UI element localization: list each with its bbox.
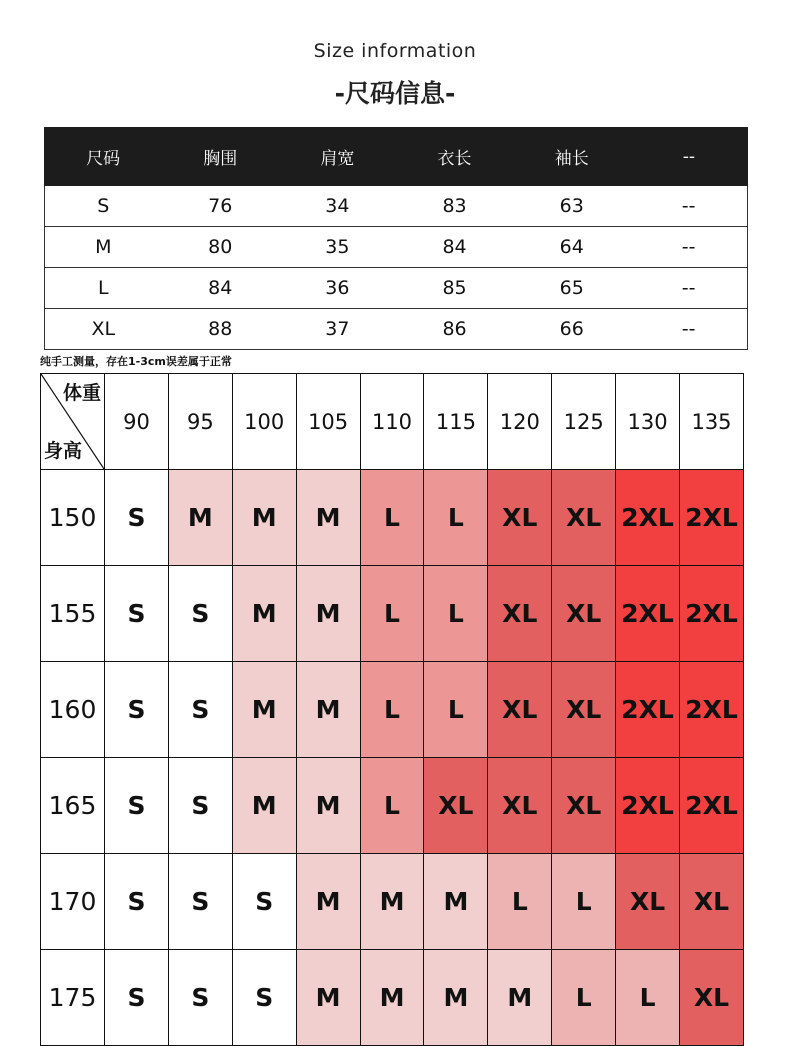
size-recommendation-cell: 2XL <box>616 470 680 566</box>
size-recommendation-cell: S <box>105 758 169 854</box>
size-recommendation-cell: M <box>360 854 424 950</box>
height-row <box>41 854 744 950</box>
size-recommendation-cell: M <box>232 758 296 854</box>
size-cell: 37 <box>279 309 396 350</box>
weight-header: 120 <box>488 374 552 470</box>
size-recommendation-cell: M <box>360 950 424 1046</box>
size-recommendation-cell: M <box>232 470 296 566</box>
size-cell: 65 <box>513 268 630 309</box>
size-recommendation-cell: XL <box>552 758 616 854</box>
weight-header: 130 <box>616 374 680 470</box>
grid-corner-cell <box>41 374 105 470</box>
height-row <box>41 566 744 662</box>
size-recommendation-cell: S <box>168 566 232 662</box>
height-label: 175 <box>41 950 105 1046</box>
size-recommendation-cell: 2XL <box>680 758 744 854</box>
size-recommendation-cell: L <box>424 470 488 566</box>
height-label: 165 <box>41 758 105 854</box>
size-cell: -- <box>630 309 747 350</box>
size-recommendation-cell: XL <box>488 662 552 758</box>
height-label: 160 <box>41 662 105 758</box>
size-table-row <box>45 227 748 268</box>
size-recommendation-cell: M <box>168 470 232 566</box>
size-cell: 88 <box>162 309 279 350</box>
size-recommendation-cell: M <box>296 470 360 566</box>
size-recommendation-cell: 2XL <box>680 566 744 662</box>
size-cell: 76 <box>162 186 279 227</box>
chinese-title: -尺码信息- <box>334 79 456 108</box>
size-recommendation-cell: L <box>424 566 488 662</box>
weight-header-row <box>41 374 744 470</box>
size-recommendation-cell: M <box>296 950 360 1046</box>
size-recommendation-cell: M <box>296 854 360 950</box>
size-recommendation-cell: XL <box>488 566 552 662</box>
size-cell: 36 <box>279 268 396 309</box>
size-recommendation-cell: L <box>488 854 552 950</box>
size-cell: -- <box>630 227 747 268</box>
height-row <box>41 662 744 758</box>
size-cell: 80 <box>162 227 279 268</box>
size-recommendation-cell: M <box>232 566 296 662</box>
height-label: 170 <box>41 854 105 950</box>
height-label: 155 <box>41 566 105 662</box>
weight-header: 115 <box>424 374 488 470</box>
size-recommendation-cell: S <box>168 854 232 950</box>
size-recommendation-cell: S <box>168 950 232 1046</box>
size-cell: 34 <box>279 186 396 227</box>
weight-header: 100 <box>232 374 296 470</box>
size-col-header: -- <box>630 128 747 186</box>
size-recommendation-cell: L <box>552 854 616 950</box>
size-recommendation-cell: 2XL <box>680 662 744 758</box>
size-recommendation-cell: S <box>105 950 169 1046</box>
height-row <box>41 950 744 1046</box>
size-table-row <box>45 309 748 350</box>
size-recommendation-cell: L <box>360 662 424 758</box>
weight-header: 95 <box>168 374 232 470</box>
size-recommendation-cell: XL <box>552 662 616 758</box>
weight-header: 125 <box>552 374 616 470</box>
size-cell: 83 <box>396 186 513 227</box>
size-recommendation-cell: L <box>552 950 616 1046</box>
size-measurement-table <box>44 127 748 350</box>
size-recommendation-cell: S <box>105 566 169 662</box>
size-cell: 84 <box>162 268 279 309</box>
size-recommendation-cell: XL <box>552 566 616 662</box>
size-recommendation-cell: M <box>232 662 296 758</box>
size-recommendation-cell: M <box>296 566 360 662</box>
size-recommendation-cell: L <box>424 662 488 758</box>
size-cell: 64 <box>513 227 630 268</box>
size-recommendation-cell: S <box>168 758 232 854</box>
size-cell: -- <box>630 186 747 227</box>
size-recommendation-cell: XL <box>616 854 680 950</box>
measurement-note: 纯手工测量，存在1-3cm误差属于正常 <box>40 355 232 368</box>
size-table-row <box>45 186 748 227</box>
size-recommendation-cell: XL <box>552 470 616 566</box>
size-table-header <box>45 128 748 186</box>
size-recommendation-cell: S <box>105 662 169 758</box>
size-cell: M <box>45 227 162 268</box>
size-recommendation-grid <box>40 373 744 1046</box>
size-recommendation-cell: 2XL <box>616 662 680 758</box>
corner-height-label: 身高 <box>44 440 83 462</box>
weight-header: 135 <box>680 374 744 470</box>
size-recommendation-cell: XL <box>488 758 552 854</box>
weight-header: 90 <box>105 374 169 470</box>
weight-header: 110 <box>360 374 424 470</box>
size-recommendation-cell: L <box>360 470 424 566</box>
size-cell: L <box>45 268 162 309</box>
size-recommendation-cell: M <box>296 662 360 758</box>
size-recommendation-cell: S <box>105 854 169 950</box>
size-recommendation-cell: 2XL <box>616 758 680 854</box>
english-title: Size information <box>313 40 477 62</box>
size-recommendation-cell: M <box>488 950 552 1046</box>
size-recommendation-cell: M <box>424 854 488 950</box>
size-recommendation-cell: 2XL <box>680 470 744 566</box>
size-cell: 85 <box>396 268 513 309</box>
height-row <box>41 758 744 854</box>
size-col-header: 袖长 <box>513 128 630 186</box>
size-recommendation-cell: M <box>296 758 360 854</box>
size-recommendation-cell: XL <box>680 950 744 1046</box>
size-recommendation-cell: S <box>232 854 296 950</box>
size-col-header: 胸围 <box>162 128 279 186</box>
size-recommendation-cell: XL <box>424 758 488 854</box>
size-recommendation-cell: XL <box>488 470 552 566</box>
size-col-header: 衣长 <box>396 128 513 186</box>
size-recommendation-cell: 2XL <box>616 566 680 662</box>
size-recommendation-cell: L <box>360 566 424 662</box>
corner-weight-label: 体重 <box>62 382 101 404</box>
size-cell: 66 <box>513 309 630 350</box>
size-cell: 86 <box>396 309 513 350</box>
size-recommendation-cell: S <box>168 662 232 758</box>
size-col-header: 尺码 <box>45 128 162 186</box>
size-recommendation-cell: L <box>360 758 424 854</box>
size-cell: S <box>45 186 162 227</box>
size-cell: XL <box>45 309 162 350</box>
size-recommendation-cell: S <box>105 470 169 566</box>
height-label: 150 <box>41 470 105 566</box>
size-cell: -- <box>630 268 747 309</box>
height-row <box>41 470 744 566</box>
size-cell: 63 <box>513 186 630 227</box>
size-table-row <box>45 268 748 309</box>
weight-header: 105 <box>296 374 360 470</box>
size-recommendation-cell: M <box>424 950 488 1046</box>
size-recommendation-cell: S <box>232 950 296 1046</box>
size-recommendation-cell: L <box>616 950 680 1046</box>
size-recommendation-cell: XL <box>680 854 744 950</box>
size-cell: 35 <box>279 227 396 268</box>
size-cell: 84 <box>396 227 513 268</box>
size-col-header: 肩宽 <box>279 128 396 186</box>
